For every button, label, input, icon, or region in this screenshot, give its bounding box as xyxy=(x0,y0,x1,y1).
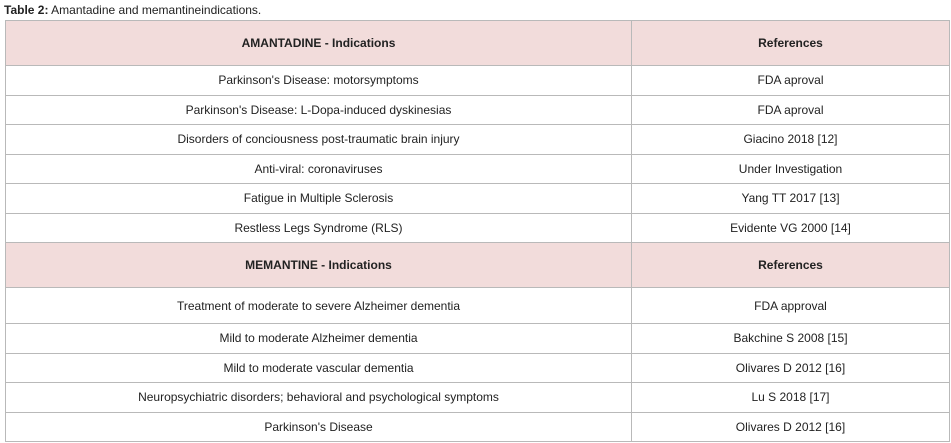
indication-cell: Parkinson's Disease: motorsymptoms xyxy=(6,66,632,96)
amantadine-header-row xyxy=(6,21,950,66)
table-row xyxy=(6,66,950,96)
table-caption-label: Table 2: xyxy=(4,3,49,17)
table-row xyxy=(6,288,950,324)
table-row xyxy=(6,184,950,214)
amantadine-references-header: References xyxy=(632,21,950,66)
indication-cell: Anti-viral: coronaviruses xyxy=(6,154,632,184)
table-row xyxy=(6,383,950,413)
table-row xyxy=(6,154,950,184)
memantine-references-header: References xyxy=(632,243,950,288)
memantine-indications-header: MEMANTINE - Indications xyxy=(6,243,632,288)
reference-cell: Olivares D 2012 [16] xyxy=(632,353,950,383)
table-row xyxy=(6,353,950,383)
reference-cell: Giacino 2018 [12] xyxy=(632,125,950,155)
table-row xyxy=(6,324,950,354)
table-row xyxy=(6,125,950,155)
reference-cell: Lu S 2018 [17] xyxy=(632,383,950,413)
reference-cell: Under Investigation xyxy=(632,154,950,184)
indication-cell: Fatigue in Multiple Sclerosis xyxy=(6,184,632,214)
table-caption xyxy=(4,2,261,18)
reference-cell: FDA aproval xyxy=(632,66,950,96)
reference-cell: Bakchine S 2008 [15] xyxy=(632,324,950,354)
indication-cell: Disorders of conciousness post-traumatic brain injury xyxy=(6,125,632,155)
table-caption-text: Amantadine and memantineindications. xyxy=(48,3,262,17)
indication-cell: Treatment of moderate to severe Alzheimer dementia xyxy=(6,288,632,324)
table-row xyxy=(6,95,950,125)
reference-cell: Olivares D 2012 [16] xyxy=(632,412,950,442)
indications-table xyxy=(5,20,950,442)
reference-cell: FDA aproval xyxy=(632,95,950,125)
reference-cell: Evidente VG 2000 [14] xyxy=(632,213,950,243)
reference-cell: Yang TT 2017 [13] xyxy=(632,184,950,214)
amantadine-indications-header: AMANTADINE - Indications xyxy=(6,21,632,66)
indication-cell: Parkinson's Disease: L-Dopa-induced dyskinesias xyxy=(6,95,632,125)
indication-cell: Mild to moderate Alzheimer dementia xyxy=(6,324,632,354)
indication-cell: Mild to moderate vascular dementia xyxy=(6,353,632,383)
memantine-header-row xyxy=(6,243,950,288)
table-row xyxy=(6,213,950,243)
indication-cell: Neuropsychiatric disorders; behavioral and psychological symptoms xyxy=(6,383,632,413)
indication-cell: Restless Legs Syndrome (RLS) xyxy=(6,213,632,243)
reference-cell: FDA approval xyxy=(632,288,950,324)
table-row xyxy=(6,412,950,442)
indication-cell: Parkinson's Disease xyxy=(6,412,632,442)
